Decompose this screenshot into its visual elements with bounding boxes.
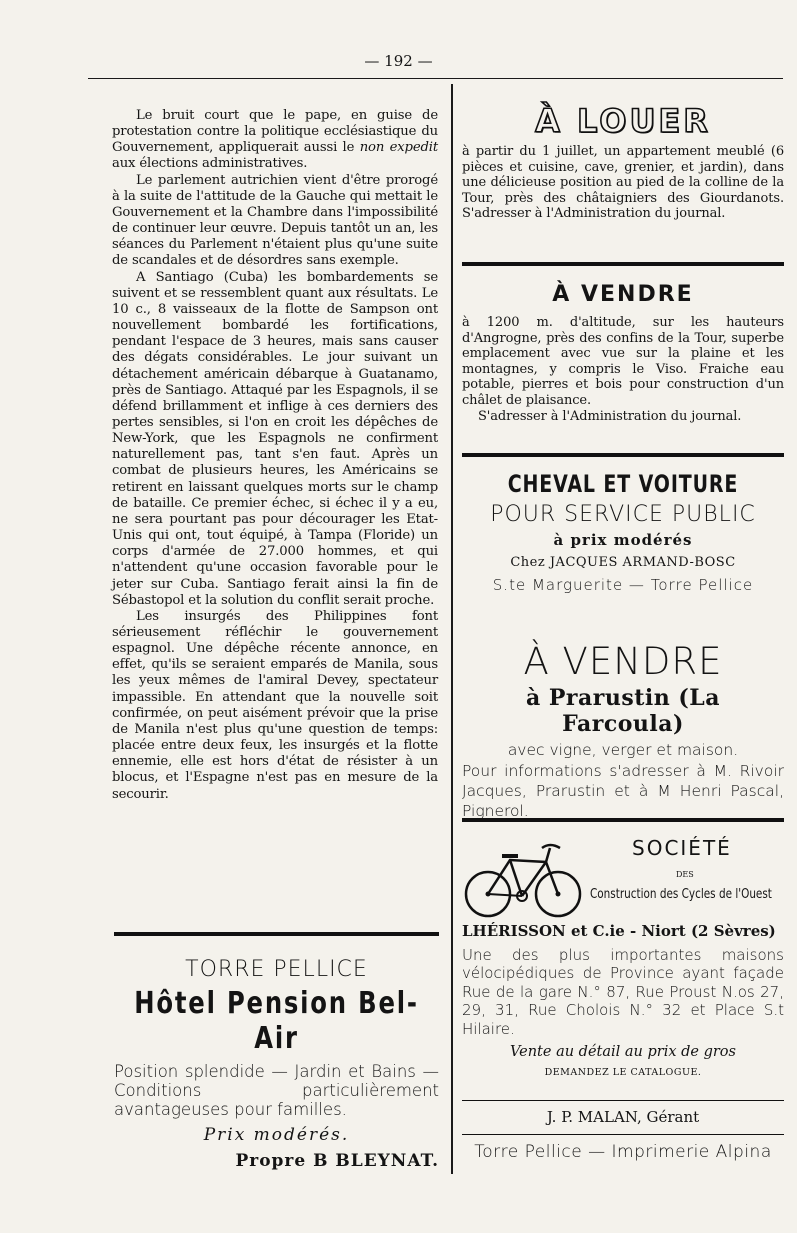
- societe-body: Une des plus importantes maisons vélocipédiques de Province ayant façade Rue de la gare N.° 87, Rue Proust N.os 27, 29, 31, Rue Cholois N.° 32 et Place S.t Hilaire.: [462, 946, 784, 1038]
- left-column-news: [112, 108, 438, 803]
- news-italic-text: non expedit: [359, 140, 438, 156]
- news-paragraph-santiago: A Santiago (Cuba) les bombardements se suivent et se ressemblent quant aux résultats. Le 10 c., 8 vaisseaux de la flotte de Sampson ont nouvellement bombardé les fortifications, pendant l'espace de 3 heures, mais sans causer des dégats considérables. Le jour suivant un détachement américain débarque à Guatanamo, près de Santiago. Attaqué par les Espagnols, il se défend brillamment et inflige à ces derniers des pertes sensibles, si l'on en croit les dépêches de New-York, que les Espagnols ne confirment naturellement pas, tant s'en faut. Après un combat de plusieurs heures, les Américains se retirent en laissant quelques morts sur le champ de bataille. Ce premier échec, si échec il y a eu, ne sera pourtant pas pour décourager les Etat-Unis qui ont, tout équipé, à Tampa (Floride) un corps d'armée de 27.000 hommes, et qui n'attendent qu'une occasion favorable pour le jeter sur Cuba. Santiago ferait ainsi la fin de Sébastopol et la solution du conflit serait proche.: [112, 269, 438, 608]
- hotel-prices: Prix modérés.: [203, 1125, 350, 1145]
- vendre-contact-1: S'adresser à l'Administration du journal.: [478, 408, 742, 424]
- cheval-service: POUR SERVICE PUBLIC: [490, 502, 756, 527]
- societe-retail: Vente au détail au prix de gros: [510, 1044, 736, 1060]
- cheval-title: CHEVAL ET VOITURE: [507, 470, 739, 498]
- cheval-prices: à prix modérés: [553, 531, 693, 549]
- societe-manager: J. P. MALAN, Gérant: [546, 1108, 700, 1126]
- hotel-advertisement: [114, 955, 439, 1171]
- printer-footer: Torre Pellice — Imprimerie Alpina: [474, 1142, 772, 1162]
- cheval-address: S.te Marguerite — Torre Pellice: [492, 576, 754, 594]
- hotel-town: TORRE PELLICE: [185, 957, 368, 982]
- top-rule: [88, 78, 783, 79]
- news-text: aux élections administratives.: [112, 156, 308, 172]
- vendre-line-2b: Pour informations s'adresser à M. Rivoir Jacques, Prarustin et à M Henri Pascal, Pignerol.: [462, 762, 784, 820]
- left-section-rule: [114, 932, 439, 936]
- louer-body: à partir du 1 juillet, un appartement meublé (6 pièces et cuisine, cave, grenier, et jardin), dans une délicieuse position au pied de la colline de la Tour, près des châtaigniers des Giourdanots. S'adresser à l'Administration du journal.: [462, 144, 784, 222]
- section-rule: [462, 1100, 784, 1101]
- vendre-title-2: À VENDRE: [523, 640, 723, 683]
- vendre-title-1: À VENDRE: [552, 282, 694, 307]
- section-rule: [462, 453, 784, 457]
- vendre-body-1: à 1200 m. d'altitude, sur les hauteurs d'Angrogne, près des confins de la Tour, superbe emplacement avec vue sur la plaine et les montagnes, y compris le Viso. Fraiche eau potable, pierres et bois pour construction d'un châlet de plaisance.: [462, 315, 784, 408]
- cheval-advertisement: [462, 470, 784, 594]
- news-text: Le bruit court que le pape, en guise de protestation contre la politique ecclésiastique du Gouvernement, appliquerait aussi le: [112, 108, 438, 156]
- societe-catalogue: DEMANDEZ LE CATALOGUE.: [544, 1067, 702, 1078]
- news-paragraph-pope: [112, 108, 438, 173]
- societe-title: SOCIÉTÉ: [632, 836, 732, 860]
- section-rule: [462, 818, 784, 822]
- section-rule: [462, 262, 784, 266]
- column-divider: [451, 84, 453, 1174]
- societe-construction: Construction des Cycles de l'Ouest: [590, 886, 772, 902]
- vendre-line-2a: avec vigne, verger et maison.: [507, 741, 739, 759]
- hotel-description: Position splendide — Jardin et Bains — Conditions particulièrement avantageuses pour familles.: [114, 1062, 439, 1119]
- societe-advertisement: [462, 832, 784, 1092]
- vendre-place-2: à Prarustin (La Farcoula): [525, 685, 721, 737]
- hotel-proprietor: Propre B BLEYNAT.: [235, 1151, 439, 1171]
- section-rule: [462, 1134, 784, 1135]
- vendre-advertisement-1: [462, 282, 784, 424]
- louer-title: À LOUER: [535, 102, 711, 140]
- louer-advertisement: [462, 102, 784, 222]
- news-paragraph-austria: Le parlement autrichien vient d'être prorogé à la suite de l'attitude de la Gauche qui mettait le Gouvernement et la Chambre dans l'impossibilité de continuer leur œuvre. Depuis tantôt un an, les séances du Parlement n'étaient plus qu'une suite de scandales et de désordres sans exemple.: [112, 172, 438, 269]
- cheval-contact: Chez JACQUES ARMAND-BOSC: [510, 555, 736, 570]
- societe-firm: LHÉRISSON et C.ie - Niort (2 Sèvres): [462, 922, 776, 940]
- vendre-advertisement-2: [462, 640, 784, 821]
- societe-des: DES: [676, 870, 694, 879]
- bicycle-icon: [464, 840, 582, 922]
- page-number: — 192 —: [364, 52, 433, 70]
- news-paragraph-philippines: Les insurgés des Philippines font sérieusement réfléchir le gouvernement espagnol. Une dépêche récente annonce, en effet, qu'ils se seraient emparés de Manila, sous les yeux mêmes de l'amiral Devey, spectateur impassible. En attendant que la nouvelle soit confirmée, on peut aisément prévoir que la prise de Manila n'est plus qu'une question de temps: placée entre deux feux, les insurgés et la flotte ennemie, elle est hors d'état de résister à un blocus, et l'Espagne n'est pas en mesure de la secourir.: [112, 608, 438, 802]
- hotel-name: Hôtel Pension Bel-Air: [134, 986, 419, 1056]
